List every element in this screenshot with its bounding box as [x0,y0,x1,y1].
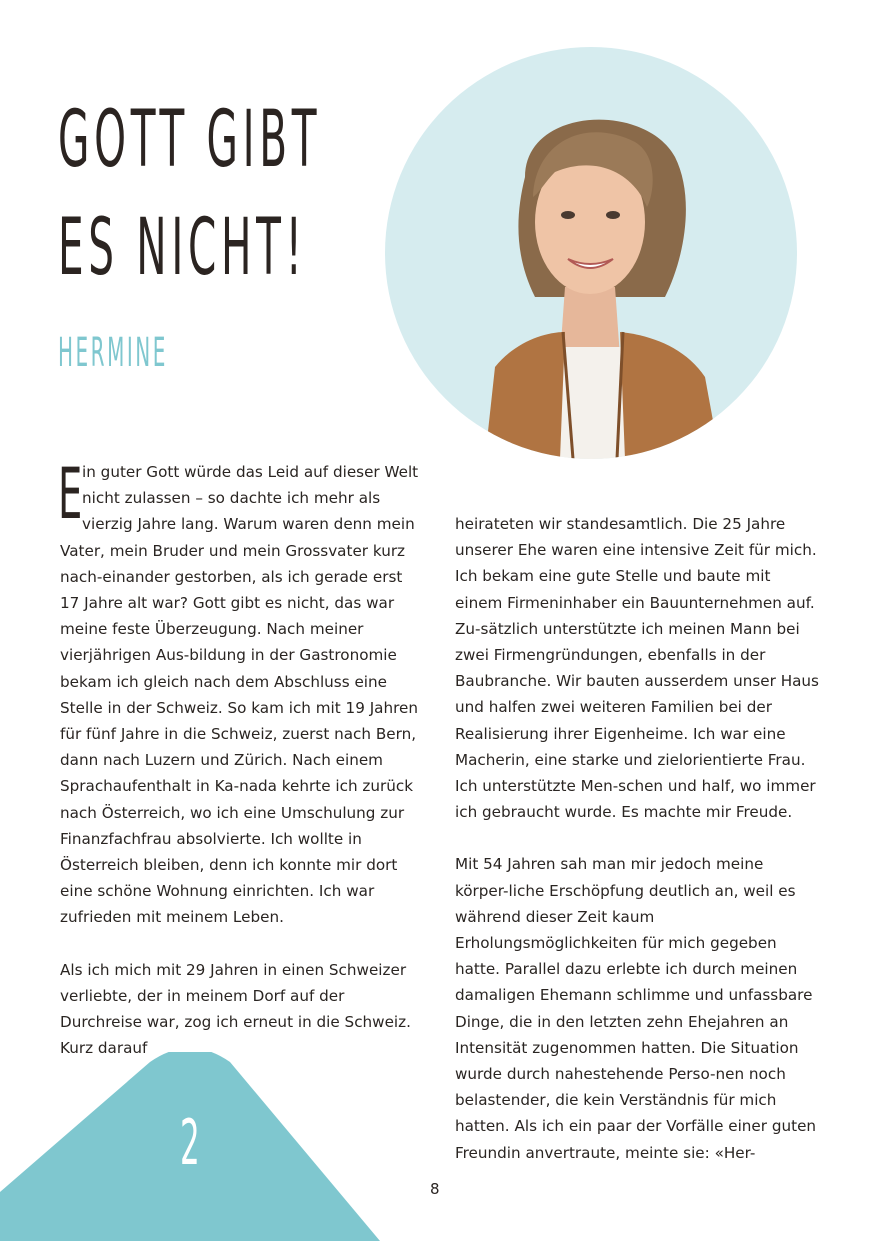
paragraph-1-text: in guter Gott würde das Leid auf dieser Welt nicht zulassen – so dachte ich mehr als vierzig Jahre lang. Warum waren denn mein Vater, mein Bruder und mein Grossvater kurz nach-einander gestorben, als ich gerade erst 17 Jahre alt war? Gott gibt es nicht, das war meine feste Überzeugung. Nach meiner vierjährigen Aus-bildung in der Gastronomie bekam ich gleich nach dem Abschluss eine Stelle in der Schweiz. So kam ich mit 19 Jahren für fünf Jahre in die Schweiz, zuerst nach Bern, dann nach Luzern und Zürich. Nach einem Sprachaufenthalt in Ka-nada kehrte ich zurück nach Österreich, wo ich eine Umschulung zur Finanzfachfrau absolvierte. Ich wollte in Österreich bleiben, denn ich konnte mir dort eine schöne Wohnung einrichten. Ich war zufrieden mit meinem Leben. [60,463,419,927]
title-line-1: GOTT GIBT [58,95,322,185]
paragraph-4: Mit 54 Jahren sah man mir jedoch meine körper-liche Erschöpfung deutlich an, weil es während dieser Zeit kaum Erholungsmöglichkeiten für mich gegeben hatte. Parallel dazu erlebte ich durch meinen damaligen Ehemann schlimme und unfassbare Dinge, die in den letzten zehn Ehejahren an Intensität zugenommen hatten. Die Situation wurde durch nahestehende Perso-nen noch belastender, die kein Verständnis für mich hatten. Als ich ein paar der Vorfälle einer guten Freundin anvertraute, meinte sie: «Her- [455,855,817,1162]
drop-cap: E [58,453,83,535]
page-number: 8 [430,1180,440,1198]
text-column-right [455,511,820,1166]
author-name: HERMINE [58,330,168,376]
portrait-photo [385,47,797,459]
chapter-number: 2 [180,1106,200,1179]
text-column-left [58,453,420,1061]
page-title [58,86,349,302]
paragraph-3: heirateten wir standesamtlich. Die 25 Jahre unserer Ehe waren eine intensive Zeit für mich. Ich bekam eine gute Stelle und baute mit einem Firmeninhaber ein Bauunternehmen auf. Zu-sätzlich unterstützte ich meinen Mann bei zwei Firmengründungen, ebenfalls in der Baubranche. Wir bauten ausserdem unser Haus und halfen zwei weiteren Familien bei der Realisierung ihrer Eigenheime. Ich war eine Macherin, eine starke und zielorientierte Frau. Ich unterstützte Men-schen und half, wo immer ich gebraucht wurde. Es machte mir Freude. [455,515,819,822]
paragraph-1 [58,453,420,931]
paragraph-2: Als ich mich mit 29 Jahren in einen Schweizer verliebte, der in meinem Dorf auf der Durchreise war, zog ich erneut in die Schweiz. Kurz darauf [60,960,411,1058]
title-line-2: ES NICHT! [58,203,307,293]
